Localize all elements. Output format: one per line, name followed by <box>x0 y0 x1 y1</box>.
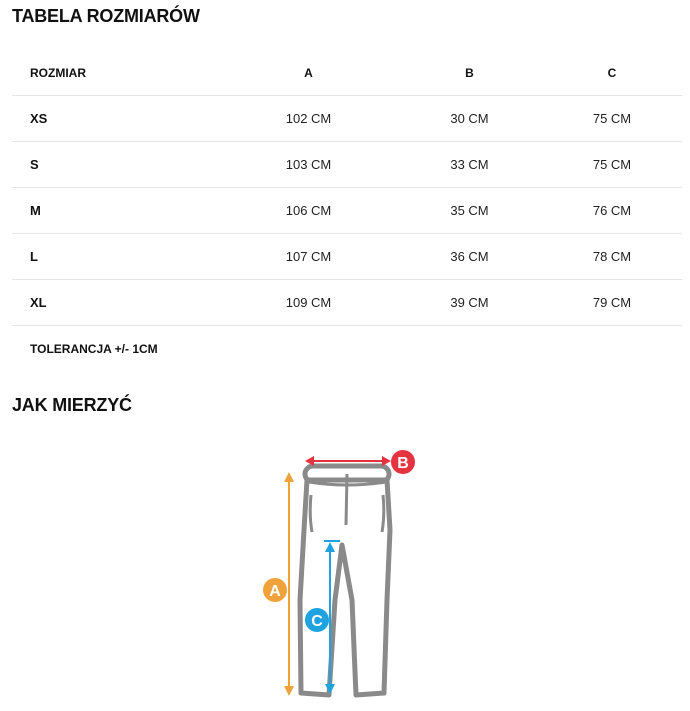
b-cell: 36 CM <box>397 234 542 280</box>
b-cell: 30 CM <box>397 96 542 142</box>
header-a: A <box>220 50 397 96</box>
marker-b-label: B <box>397 455 409 472</box>
a-cell: 109 CM <box>220 280 397 326</box>
size-cell: L <box>12 234 220 280</box>
a-cell: 103 CM <box>220 142 397 188</box>
header-b: B <box>397 50 542 96</box>
size-table-title: TABELA ROZMIARÓW <box>12 6 200 26</box>
c-cell: 75 CM <box>542 142 682 188</box>
c-cell: 79 CM <box>542 280 682 326</box>
size-cell: M <box>12 188 220 234</box>
size-cell: XL <box>12 280 220 326</box>
length-arrow-head-top <box>284 472 294 482</box>
marker-b-badge <box>391 450 415 474</box>
a-cell: 107 CM <box>220 234 397 280</box>
size-cell: S <box>12 142 220 188</box>
length-arrow-head-bottom <box>284 686 294 696</box>
b-cell: 39 CM <box>397 280 542 326</box>
marker-a-label: A <box>269 583 281 600</box>
front-seam <box>346 474 347 525</box>
length-arrow <box>284 472 294 696</box>
waist-arrow-head-right <box>382 456 391 466</box>
header-c: C <box>542 50 682 96</box>
marker-c-badge <box>305 608 329 632</box>
how-to-measure-title: JAK MIERZYĆ <box>12 395 132 415</box>
tolerance-note: TOLERANCJA +/- 1CM <box>30 341 158 356</box>
marker-c-label: C <box>311 613 323 630</box>
header-size: ROZMIAR <box>12 50 220 96</box>
c-cell: 76 CM <box>542 188 682 234</box>
a-cell: 102 CM <box>220 96 397 142</box>
c-cell: 75 CM <box>542 96 682 142</box>
b-cell: 35 CM <box>397 188 542 234</box>
b-cell: 33 CM <box>397 142 542 188</box>
left-pocket-line <box>310 495 312 532</box>
a-cell: 106 CM <box>220 188 397 234</box>
c-cell: 78 CM <box>542 234 682 280</box>
right-pocket-line <box>382 495 384 532</box>
size-cell: XS <box>12 96 220 142</box>
marker-a-badge <box>263 578 287 602</box>
